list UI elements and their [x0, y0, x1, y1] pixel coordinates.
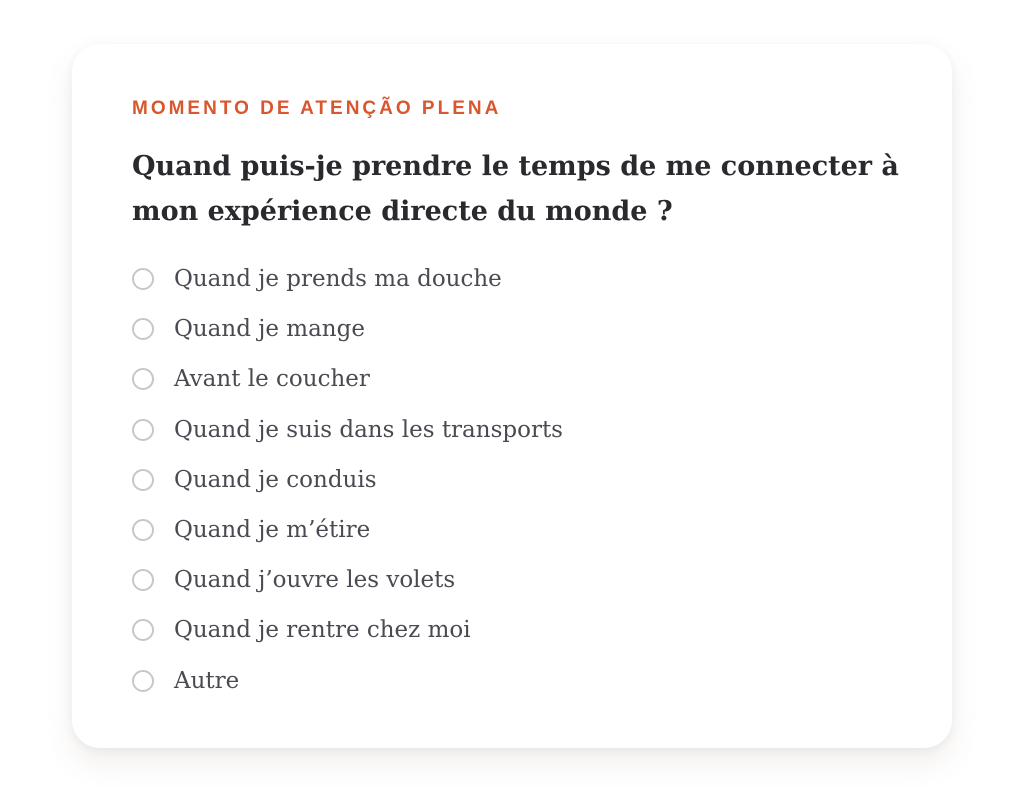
option-item[interactable]: [132, 405, 563, 455]
radio-button[interactable]: [132, 419, 154, 441]
question-title: Quand puis-je prendre le temps de me connecter à mon expérience directe du monde ?: [132, 151, 899, 227]
section-eyebrow: MOMENTO DE ATENÇÃO PLENA: [132, 98, 502, 119]
option-item[interactable]: [132, 455, 563, 505]
option-label[interactable]: Quand je suis dans les transports: [174, 416, 563, 443]
radio-button[interactable]: [132, 519, 154, 541]
option-label[interactable]: Quand je mange: [174, 316, 365, 343]
radio-button[interactable]: [132, 368, 154, 390]
option-label[interactable]: Autre: [174, 667, 240, 694]
survey-card: [72, 44, 952, 748]
option-label[interactable]: Quand je conduis: [174, 466, 377, 493]
option-label[interactable]: Quand j’ouvre les volets: [174, 567, 456, 594]
option-item[interactable]: [132, 555, 563, 605]
option-list: [132, 254, 563, 706]
option-item[interactable]: [132, 656, 563, 706]
radio-button[interactable]: [132, 469, 154, 491]
option-label[interactable]: Quand je m’étire: [174, 517, 371, 544]
option-label[interactable]: Quand je prends ma douche: [174, 266, 502, 293]
radio-button[interactable]: [132, 268, 154, 290]
option-item[interactable]: [132, 254, 563, 304]
option-item[interactable]: [132, 354, 563, 404]
radio-button[interactable]: [132, 569, 154, 591]
option-label[interactable]: Avant le coucher: [174, 366, 370, 393]
radio-button[interactable]: [132, 318, 154, 340]
option-item[interactable]: [132, 505, 563, 555]
radio-button[interactable]: [132, 619, 154, 641]
option-item[interactable]: [132, 304, 563, 354]
option-item[interactable]: [132, 605, 563, 655]
radio-button[interactable]: [132, 670, 154, 692]
option-label[interactable]: Quand je rentre chez moi: [174, 617, 471, 644]
